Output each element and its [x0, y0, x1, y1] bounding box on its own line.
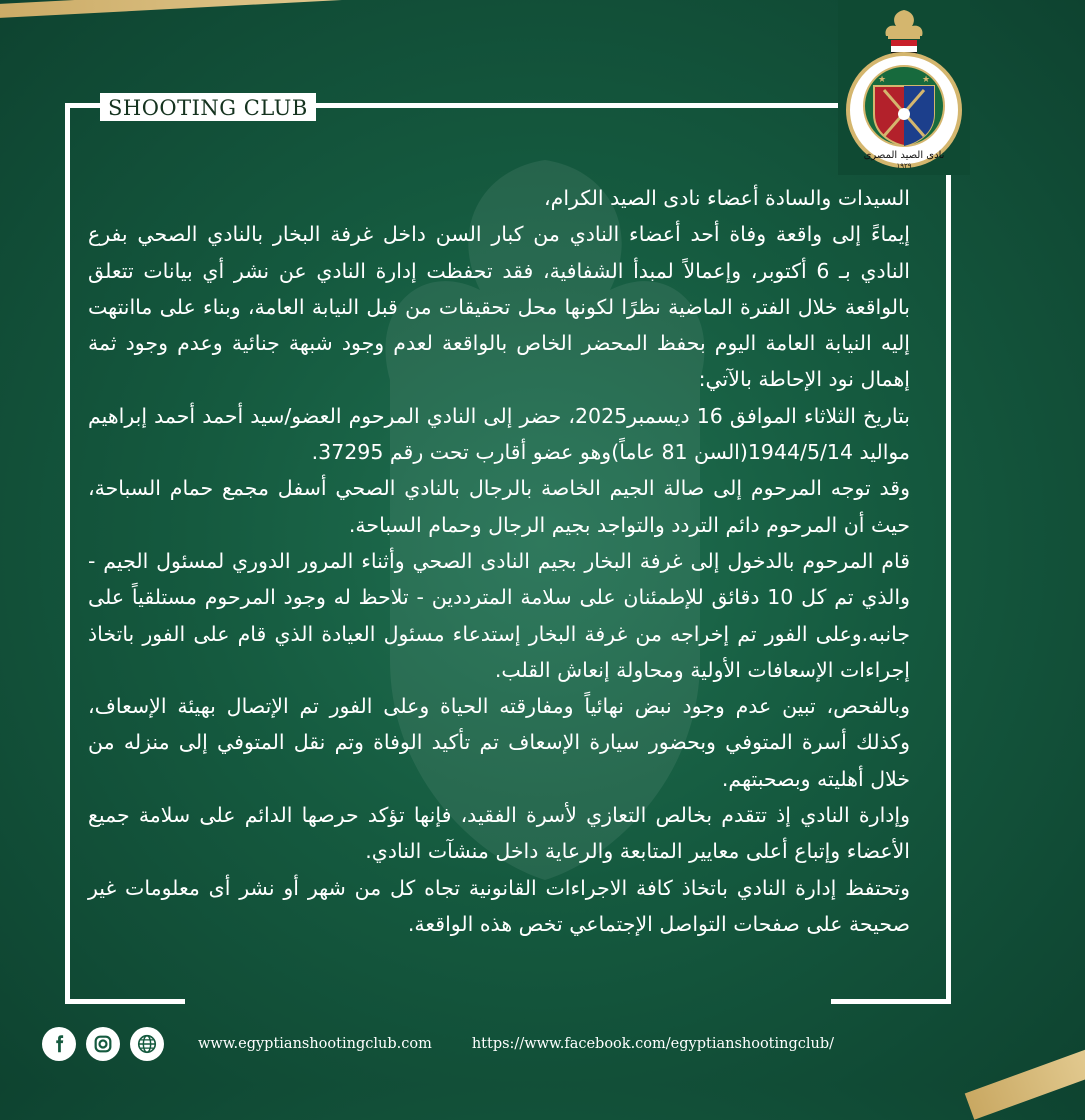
paragraph-intro: إيماءً إلى واقعة وفاة أحد أعضاء النادي من كبار السن داخل غرفة البخار بالنادي الصحي بفرع النادي بـ 6 أكتوبر، وإعمالاً لمبدأ الشفافية، فقد تحفظت إدارة النادي عن نشر أي بيانات تتعلق بالواقعة خلال الفترة الماضية نظرًا لكونها محل تحقيقات من قبل النيابة العامة، وبناء على ماانتهت إليه النيابة العامة اليوم بحفظ المحضر الخاص بالواقعة لعدم وجود شبهة جنائية وعدم وجود ثمة إهمال نود الإحاطة بالآتي: — [88, 222, 910, 392]
paragraph-condolences: وإدارة النادي إذ تتقدم بخالص التعازي لأسرة الفقيد، فإنها تؤكد حرصها الدائم على سلامة جميع الأعضاء وإتباع أعلى معايير المتابعة والرعاية داخل منشآت النادي. — [88, 803, 910, 864]
frame-bottom-right — [831, 999, 951, 1004]
brand-label: SHOOTING CLUB — [100, 93, 316, 121]
club-emblem — [844, 6, 964, 172]
gold-corner-decoration — [965, 1042, 1085, 1120]
svg-text:★: ★ — [922, 75, 931, 85]
instagram-icon[interactable] — [86, 1027, 120, 1061]
svg-text:★: ★ — [878, 75, 887, 85]
logo-name: نادى الصيد المصرى — [863, 150, 945, 161]
globe-icon[interactable] — [130, 1027, 164, 1061]
gold-stripe-decoration — [0, 0, 420, 20]
facebook-link[interactable]: https://www.facebook.com/egyptianshootingclub/ — [471, 1036, 835, 1052]
announcement-body — [88, 180, 910, 942]
paragraph-gym: وقد توجه المرحوم إلى صالة الجيم الخاصة بالرجال بالنادي الصحي أسفل مجمع حمام السباحة، حيث أن المرحوم دائم التردد والتواجد بجيم الرجال وحمام السباحة. — [88, 476, 910, 537]
club-logo — [838, 0, 970, 175]
facebook-icon[interactable] — [42, 1027, 76, 1061]
website-link[interactable]: www.egyptianshootingclub.com — [198, 1036, 432, 1052]
paragraph-examination: وبالفحص، تبين عدم وجود نبض نهائياً ومفارقته الحياة وعلى الفور تم الإتصال بهيئة الإسعاف، وكذلك أسرة المتوفي وبحضور سيارة الإسعاف تم تأكيد الوفاة وتم نقل المتوفي إلى منزله من خلال أهليته وبصحبتهم. — [88, 694, 910, 791]
greeting: السيدات والسادة أعضاء نادى الصيد الكرام، — [544, 186, 910, 210]
paragraph-steam-room: قام المرحوم بالدخول إلى غرفة البخار بجيم النادى الصحي وأثناء المرور الدوري لمسئول الجيم - والذي تم كل 10 دقائق للإطمئنان على سلامة المترددين - تلاحظ له وجود المرحوم مستلقياً على جانبه.وعلى الفور تم إخراجه من غرفة البخار إستدعاء مسئول العيادة الذي قام على الفور باتخاذ إجراءات الإسعافات الأولية ومحاولة إنعاش القلب. — [88, 548, 910, 682]
logo-year: ١٩٢٩ — [896, 162, 912, 170]
footer — [42, 1026, 842, 1062]
paragraph-legal: وتحتفظ إدارة النادي باتخاذ كافة الاجراءات القانونية تجاه كل من شهر أو نشر أى معلومات غير صحيحة على صفحات التواصل الإجتماعي تخص هذه الواقعة. — [88, 875, 910, 936]
paragraph-date: بتاريخ الثلاثاء الموافق 16 ديسمبر2025، حضر إلى النادي المرحوم العضو/سيد أحمد أحمد إبراهيم مواليد 1944/5/14(السن 81 عاماً)وهو عضو أقارب تحت رقم 37295. — [88, 403, 910, 465]
frame-bottom-left — [65, 999, 185, 1004]
